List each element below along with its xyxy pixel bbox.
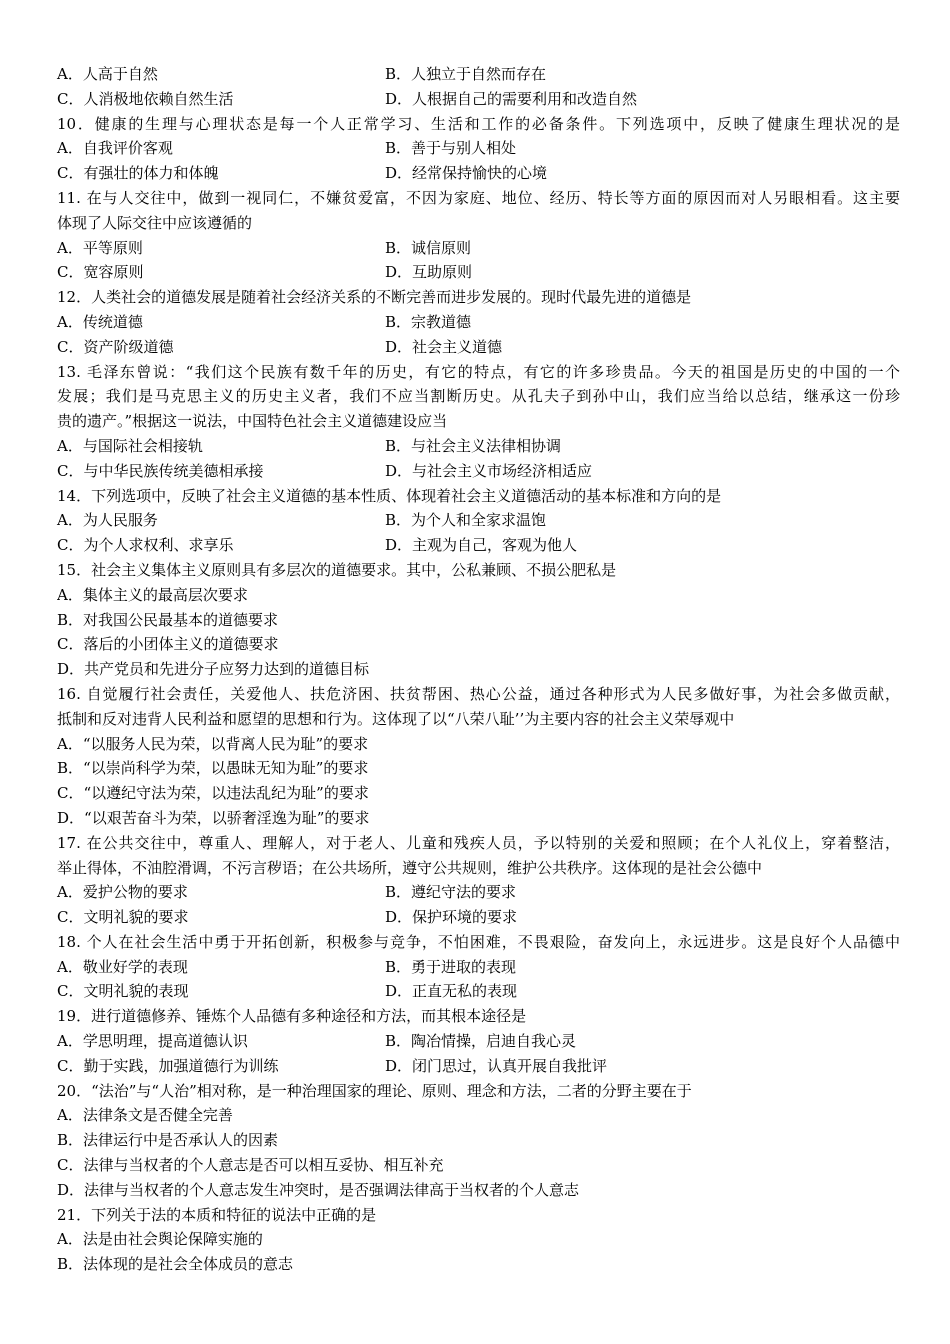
text-line: 21．下列关于法的本质和特征的说法中正确的是 [57, 1205, 377, 1224]
text-line: 18. 个人在社会生活中勇于开拓创新，积极参与竞争，不怕困难，不畏艰险，奋发向上，永远进步。这是良好个人品德中 [57, 932, 900, 951]
text-line: 15．社会主义集体主义原则具有多层次的道德要求。其中，公私兼顾、不损公肥私是 [57, 560, 617, 579]
option-left: A．敬业好学的表现 [57, 957, 188, 976]
option-right: D．主观为自己，客观为他人 [385, 536, 578, 555]
option-row [57, 260, 900, 285]
text-line: B．法律运行中是否承认人的因素 [57, 1131, 279, 1150]
option-left: C．人消极地依赖自然生活 [57, 89, 234, 108]
text-line: C．法律与当权者的个人意志是否可以相互妥协、相互补充 [57, 1156, 444, 1175]
text-line: 贵的遗产。”根据这一说法，中国特色社会主义道德建设应当 [57, 412, 448, 431]
option-row [57, 236, 900, 261]
text-line: 12．人类社会的道德发展是随着社会经济关系的不断完善而进步发展的。现时代最先进的道德是 [57, 288, 692, 307]
text-line: D．共产党员和先进分子应努力达到的道德目标 [57, 660, 370, 679]
option-row [57, 434, 900, 459]
text-line: 17. 在公共交往中，尊重人、理解人，对于老人、儿童和残疾人员，予以特别的关爱和照顾；在个人礼仪上，穿着整洁， [57, 833, 900, 852]
text-line: 13. 毛泽东曾说：“我们这个民族有数千年的历史，有它的特点，有它的许多珍贵品。今天的祖国是历史的中国的一个 [57, 362, 900, 381]
option-right: B．勇于进取的表现 [385, 957, 517, 976]
text-line: 20．“法治”与“人治”相对称，是一种治理国家的理论、原则、理念和方法，二者的分野主要在于 [57, 1081, 692, 1100]
text-line: A．“以服务人民为荣，以背离人民为耻”的要求 [57, 734, 369, 753]
option-right: B．陶冶情操，启迪自我心灵 [385, 1032, 577, 1051]
option-left: C．宽容原则 [57, 263, 144, 282]
option-row [57, 508, 900, 533]
text-line: A．集体主义的最高层次要求 [57, 585, 248, 604]
option-left: A．为人民服务 [57, 511, 158, 530]
text-line: 发展；我们是马克思主义的历史主义者，我们不应当割断历史。从孔夫子到孙中山，我们应当给以总结，继承这一份珍 [57, 387, 900, 406]
text-line: B．“以崇尚科学为荣，以愚昧无知为耻”的要求 [57, 759, 369, 778]
option-right: D．互助原则 [385, 263, 473, 282]
option-row [57, 335, 900, 360]
option-right: D．社会主义道德 [385, 337, 503, 356]
option-row [57, 955, 900, 980]
option-row [57, 161, 900, 186]
option-right: B．诚信原则 [385, 238, 472, 257]
option-left: C．有强壮的体力和体魄 [57, 164, 219, 183]
text-line: 抵制和反对违背人民利益和愿望的思想和行为。这体现了以“八荣八耻’’为主要内容的社会主义荣辱观中 [57, 709, 735, 728]
option-right: B．人独立于自然而存在 [385, 65, 547, 83]
option-right: D．人根据自己的需要利用和改造自然 [385, 89, 638, 108]
option-row [57, 136, 900, 161]
option-left: A．传统道德 [57, 312, 143, 331]
option-right: B．宗教道德 [385, 312, 472, 331]
option-row [57, 62, 900, 87]
text-line: 16. 自觉履行社会责任，关爱他人、扶危济困、扶贫帮困、热心公益，通过各种形式为人民多做好事，为社会多做贡献， [57, 684, 900, 703]
option-row [57, 880, 900, 905]
option-left: C．勤于实践，加强道德行为训练 [57, 1056, 279, 1075]
text-line: D．“以艰苦奋斗为荣，以骄奢淫逸为耻”的要求 [57, 808, 370, 827]
text-line: B．法体现的是社会全体成员的意志 [57, 1255, 294, 1274]
text-line: 19．进行道德修养、锤炼个人品德有多种途径和方法，而其根本途径是 [57, 1007, 527, 1026]
option-left: A．爱护公物的要求 [57, 883, 188, 902]
option-right: B．为个人和全家求温饱 [385, 511, 547, 530]
text-line: A．法是由社会舆论保障实施的 [57, 1230, 263, 1249]
option-right: B．与社会主义法律相协调 [385, 436, 562, 455]
option-left: C．与中华民族传统美德相承接 [57, 461, 264, 480]
text-line: D．法律与当权者的个人意志发生冲突时，是否强调法律高于当权者的个人意志 [57, 1180, 580, 1199]
option-left: A．平等原则 [57, 238, 143, 257]
option-right: D．与社会主义市场经济相适应 [385, 461, 593, 480]
option-left: A．与国际社会相接轨 [57, 436, 203, 455]
text-line: 举止得体，不油腔滑调，不污言秽语；在公共场所，遵守公共规则，维护公共秩序。这体现的是社会公德中 [57, 858, 763, 877]
text-line: 体现了人际交往中应该遵循的 [57, 213, 253, 232]
option-row [57, 1054, 900, 1079]
option-row [57, 310, 900, 335]
option-right: D．闭门思过，认真开展自我批评 [385, 1056, 608, 1075]
option-right: B．善于与别人相处 [385, 139, 517, 158]
option-left: A．自我评价客观 [57, 139, 173, 158]
option-right: D．正直无私的表现 [385, 982, 518, 1001]
option-right: B．遵纪守法的要求 [385, 883, 517, 902]
option-right: D．经常保持愉快的心境 [385, 164, 548, 183]
text-line: 14．下列选项中，反映了社会主义道德的基本性质、体现着社会主义道德活动的基本标准和方向的是 [57, 486, 722, 505]
option-left: C．为个人求权利、求享乐 [57, 536, 234, 555]
text-line: 10．健康的生理与心理状态是每一个人正常学习、生活和工作的必备条件。下列选项中，反映了健康生理状况的是 [57, 114, 900, 133]
option-left: C．资产阶级道德 [57, 337, 174, 356]
option-left: A．人高于自然 [57, 65, 158, 83]
text-line: A．法律条文是否健全完善 [57, 1106, 233, 1125]
option-row [57, 1029, 900, 1054]
option-left: C．文明礼貌的要求 [57, 908, 189, 927]
option-row [57, 979, 900, 1004]
option-row [57, 905, 900, 930]
text-line: 11. 在与人交往中，做到一视同仁，不嫌贫爱富，不因为家庭、地位、经历、特长等方面的原因而对人另眼相看。这主要 [57, 188, 900, 207]
option-row [57, 87, 900, 112]
option-right: D．保护环境的要求 [385, 908, 518, 927]
option-row [57, 533, 900, 558]
text-line: C．“以遵纪守法为荣，以违法乱纪为耻”的要求 [57, 784, 369, 803]
option-left: A．学思明理，提高道德认识 [57, 1032, 248, 1051]
text-line: B．对我国公民最基本的道德要求 [57, 610, 279, 629]
option-row [57, 459, 900, 484]
option-left: C．文明礼貌的表现 [57, 982, 189, 1001]
text-line: C．落后的小团体主义的道德要求 [57, 635, 279, 654]
